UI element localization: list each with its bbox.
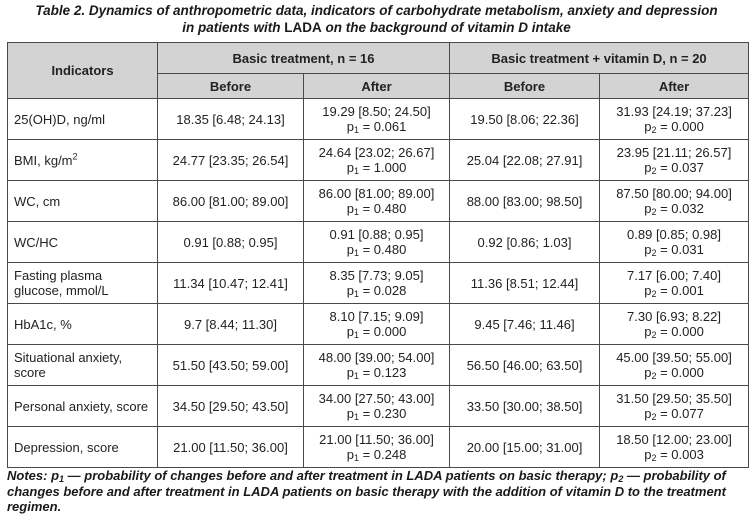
notes-p2-text: — probability of changes before and after treatment in LADA patients on basic therapy with the addition of vitamin D to the treatment regimen.	[7, 468, 726, 514]
indicator-cell	[8, 427, 158, 468]
header-after-1: After	[304, 74, 450, 99]
value-text: 9.45 [7.46; 11.46]	[474, 316, 575, 332]
basic-after-cell	[304, 181, 450, 222]
notes-p1-symbol: $p_1$	[51, 468, 65, 484]
p-value: $p_1 = 0.028$	[346, 283, 407, 299]
notes-p1-text: — probability of changes before and after treatment in LADA patients on basic therapy;	[64, 468, 611, 483]
indicator-cell	[8, 140, 158, 181]
p-value: $p_1 = 0.061$	[346, 119, 407, 135]
indicator-cell	[8, 345, 158, 386]
indicator-label: Personal anxiety, score	[14, 398, 149, 414]
value-text: 25.04 [22.08; 27.91]	[466, 152, 583, 168]
indicator-cell	[8, 304, 158, 345]
value-text: 48.00 [39.00; 54.00]	[318, 350, 435, 365]
indicator-cell	[8, 99, 158, 140]
vitd-after-cell	[600, 386, 749, 427]
value-text: 31.93 [24.19; 37.23]	[616, 104, 732, 119]
vitd-after-cell	[600, 304, 749, 345]
basic-before-cell	[158, 222, 304, 263]
p-value: $p_2 = 0.000$	[644, 119, 704, 135]
value-text: 34.00 [27.50; 43.00]	[318, 391, 435, 406]
value-text: 33.50 [30.00; 38.50]	[466, 398, 583, 414]
basic-after-cell	[304, 222, 450, 263]
p-value: $p_2 = 0.000$	[644, 365, 704, 381]
table-row	[8, 386, 749, 427]
basic-after-cell	[304, 304, 450, 345]
caption-line-1: Table 2. Dynamics of anthropometric data, indicators of carbohydrate metabolism, anxiety and depression	[35, 3, 718, 18]
indicator-label: BMI, kg/m	[14, 152, 73, 168]
p-value: $p_2 = 0.037$	[644, 160, 704, 176]
p-value: $p_1 = 0.000$	[346, 324, 407, 340]
value-text: 86.00 [81.00; 89.00]	[172, 193, 289, 209]
value-text: 88.00 [83.00; 98.50]	[466, 193, 583, 209]
indicator-label: Situational anxiety, score	[14, 350, 123, 380]
indicator-label: Depression, score	[14, 439, 119, 455]
indicator-label: HbA1c, %	[14, 316, 72, 332]
basic-after-cell	[304, 427, 450, 468]
indicator-superscript: 2	[72, 151, 78, 162]
basic-before-cell	[158, 140, 304, 181]
p-value: $p_1 = 0.480$	[346, 242, 407, 258]
value-text: 11.34 [10.47; 12.41]	[173, 275, 288, 291]
p-value: $p_1 = 0.123$	[346, 365, 407, 381]
vitd-before-cell	[450, 181, 600, 222]
table-row	[8, 427, 749, 468]
basic-before-cell	[158, 345, 304, 386]
value-text: 87.50 [80.00; 94.00]	[616, 186, 732, 201]
vitd-after-cell	[600, 345, 749, 386]
value-text: 21.00 [11.50; 36.00]	[319, 432, 434, 447]
table-row	[8, 99, 749, 140]
value-text: 8.35 [7.73; 9.05]	[329, 268, 424, 283]
basic-after-cell	[304, 140, 450, 181]
table-row	[8, 181, 749, 222]
notes-label: Notes:	[7, 468, 52, 483]
basic-before-cell	[158, 263, 304, 304]
caption-line-2	[0, 19, 753, 36]
vitd-before-cell	[450, 99, 600, 140]
indicator-label: WC/HC	[14, 234, 59, 250]
value-text: 51.50 [43.50; 59.00]	[172, 357, 289, 373]
table-notes	[7, 468, 748, 515]
basic-before-cell	[158, 427, 304, 468]
value-text: 24.77 [23.35; 26.54]	[172, 152, 289, 168]
p-value: $p_2 = 0.031$	[644, 242, 704, 258]
indicator-label: Fasting plasma glucose, mmol/L	[14, 268, 109, 298]
basic-before-cell	[158, 181, 304, 222]
table-row	[8, 345, 749, 386]
p-value: $p_1 = 0.230$	[346, 406, 407, 422]
value-text: 34.50 [29.50; 43.50]	[172, 398, 289, 414]
value-text: 0.91 [0.88; 0.95]	[183, 234, 278, 250]
value-text: 86.00 [81.00; 89.00]	[318, 186, 435, 201]
value-text: 31.50 [29.50; 35.50]	[616, 391, 732, 406]
value-text: 21.00 [11.50; 36.00]	[173, 439, 288, 455]
p-value: $p_2 = 0.001$	[644, 283, 704, 299]
table-row	[8, 263, 749, 304]
value-text: 11.36 [8.51; 12.44]	[470, 275, 579, 291]
table-row	[8, 304, 749, 345]
vitd-after-cell	[600, 181, 749, 222]
caption-line-2-pre: in patients with	[182, 20, 285, 35]
indicator-cell	[8, 263, 158, 304]
p-value: $p_2 = 0.032$	[644, 201, 704, 217]
notes-p2-symbol: $p_2$	[610, 468, 624, 484]
indicator-label: 25(OH)D, ng/ml	[14, 111, 106, 127]
vitd-after-cell	[600, 263, 749, 304]
basic-before-cell	[158, 304, 304, 345]
vitd-before-cell	[450, 427, 600, 468]
header-before-2: Before	[450, 74, 600, 99]
p-value: $p_1 = 0.248$	[346, 447, 407, 463]
vitd-after-cell	[600, 140, 749, 181]
table-row	[8, 222, 749, 263]
value-text: 45.00 [39.50; 55.00]	[616, 350, 732, 365]
value-text: 8.10 [7.15; 9.09]	[329, 309, 424, 324]
basic-before-cell	[158, 386, 304, 427]
indicator-cell	[8, 386, 158, 427]
table-body	[8, 99, 749, 468]
indicator-cell	[8, 222, 158, 263]
vitd-after-cell	[600, 222, 749, 263]
header-group-vitamin-d: Basic treatment + vitamin D, n = 20	[450, 43, 749, 74]
header-after-2: After	[600, 74, 749, 99]
basic-after-cell	[304, 345, 450, 386]
value-text: 7.17 [6.00; 7.40]	[627, 268, 721, 283]
value-text: 20.00 [15.00; 31.00]	[466, 439, 583, 455]
value-text: 23.95 [21.11; 26.57]	[616, 145, 732, 160]
vitd-after-cell	[600, 427, 749, 468]
p-value: $p_1 = 1.000$	[346, 160, 407, 176]
header-indicators: Indicators	[8, 43, 158, 99]
results-table	[7, 42, 749, 468]
p-value: $p_2 = 0.077$	[644, 406, 704, 422]
indicator-label: WC, cm	[14, 193, 61, 209]
table-row	[8, 140, 749, 181]
value-text: 0.91 [0.88; 0.95]	[329, 227, 424, 242]
value-text: 0.89 [0.85; 0.98]	[627, 227, 721, 242]
vitd-before-cell	[450, 345, 600, 386]
table-caption	[0, 2, 753, 36]
vitd-before-cell	[450, 386, 600, 427]
p-value: $p_1 = 0.480$	[346, 201, 407, 217]
basic-after-cell	[304, 386, 450, 427]
vitd-before-cell	[450, 140, 600, 181]
basic-after-cell	[304, 263, 450, 304]
value-text: 0.92 [0.86; 1.03]	[477, 234, 572, 250]
value-text: 24.64 [23.02; 26.67]	[318, 145, 435, 160]
header-before-1: Before	[158, 74, 304, 99]
p-value: $p_2 = 0.003$	[644, 447, 704, 463]
basic-before-cell	[158, 99, 304, 140]
value-text: 19.50 [8.06; 22.36]	[470, 111, 579, 127]
header-group-basic: Basic treatment, n = 16	[158, 43, 450, 74]
value-text: 56.50 [46.00; 63.50]	[466, 357, 583, 373]
value-text: 18.50 [12.00; 23.00]	[616, 432, 732, 447]
caption-lada: LADA	[284, 20, 322, 35]
p-value: $p_2 = 0.000$	[644, 324, 704, 340]
vitd-after-cell	[600, 99, 749, 140]
value-text: 7.30 [6.93; 8.22]	[627, 309, 721, 324]
vitd-before-cell	[450, 304, 600, 345]
vitd-before-cell	[450, 263, 600, 304]
value-text: 9.7 [8.44; 11.30]	[184, 316, 277, 332]
value-text: 18.35 [6.48; 24.13]	[176, 111, 285, 127]
value-text: 19.29 [8.50; 24.50]	[322, 104, 431, 119]
vitd-before-cell	[450, 222, 600, 263]
basic-after-cell	[304, 99, 450, 140]
indicator-cell	[8, 181, 158, 222]
caption-line-2-post: on the background of vitamin D intake	[321, 20, 571, 35]
